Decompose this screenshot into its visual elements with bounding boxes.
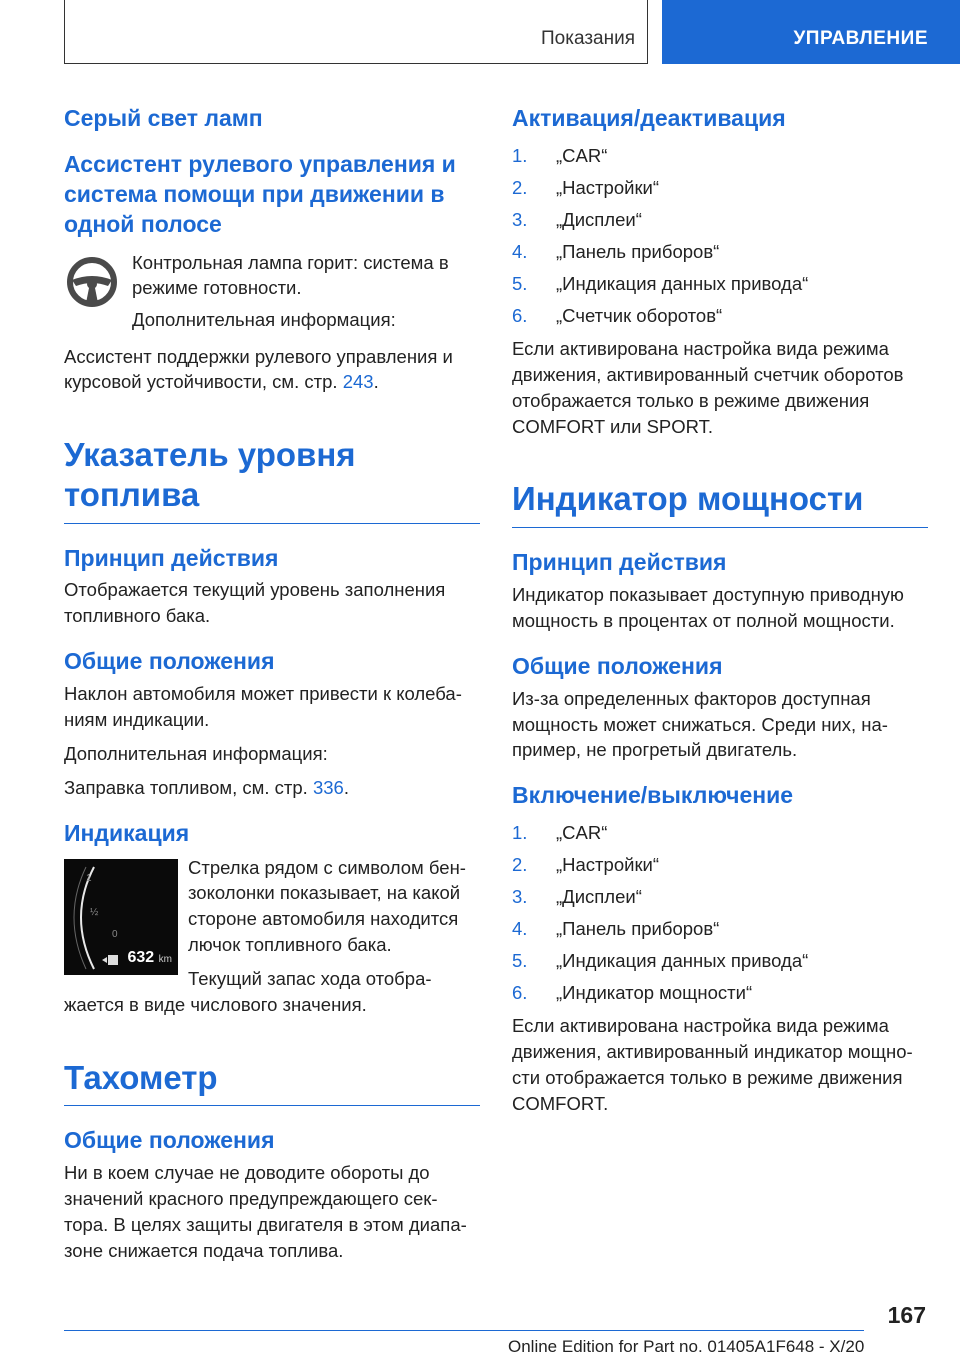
fuel-side-arrow-icon [102, 957, 107, 963]
onoff-note: Если активирована настройка вида режима движения, активированный индикатор мощно-сти отображается только в режиме движения COMFORT. [512, 1015, 913, 1114]
grey-lamps-title: Серый свет ламп [64, 105, 263, 131]
header-section-label: Показания [541, 28, 635, 49]
header-chapter-tab[interactable] [662, 0, 960, 64]
fuel-pump-icon [108, 955, 118, 965]
power-principle-text: Индикатор показывает доступную приводную мощность в процентах от полной мощности. [512, 583, 904, 631]
steering-assist-block [64, 250, 480, 340]
fuel-refuel-reference: Заправка топливом, см. стр. 336. [64, 776, 349, 798]
page-number: 167 [887, 1302, 926, 1328]
list-item: 1. „CAR“ [512, 822, 608, 844]
fuel-general-title: Общие положения [64, 648, 275, 675]
list-item: 6. „Счетчик оборотов“ [512, 304, 723, 326]
list-item: 4. „Панель приборов“ [512, 918, 720, 940]
fuel-general-text: Наклон автомобиля может привести к колеба-ниям индикации. [64, 683, 462, 730]
fuel-display-title: Индикация [64, 819, 190, 846]
cluster-range-readout: 632 km [127, 948, 172, 966]
tachometer-general-text: Ни в коем случае не доводите обороты до значений красного предупреждающего сек-тора. В целях защиты двигателя в этом диапа-зоне снижается подача топлива. [64, 1162, 467, 1262]
fuel-display-text: Стрелка рядом с символом бен-зоколонки показывает, на какой стороне автомобиля находится лючок топливного бака. [188, 856, 466, 956]
activation-steps [512, 140, 928, 332]
cluster-tick-0: 0 [112, 928, 118, 940]
list-item: 2. „Настройки“ [512, 854, 660, 876]
left-column [64, 100, 480, 1264]
onoff-steps [512, 817, 928, 1009]
steering-assist-reference-text: Ассистент поддержки рулевого управления и курсовой устойчивости, см. стр. 243. [64, 345, 453, 393]
steering-assist-text: Контрольная лампа горит: система в режиме готовности. [132, 251, 449, 299]
tachometer-title: Тахометр [64, 1058, 480, 1107]
header-section-box [64, 0, 648, 64]
footer-divider [64, 1330, 864, 1331]
fuel-principle-title: Принцип действия [64, 544, 279, 571]
fuel-cluster-image [64, 859, 178, 975]
steering-assist-more-label: Дополнительная информация: [132, 309, 396, 331]
steering-wheel-icon [64, 254, 120, 310]
fuel-gauge-title: Указатель уровня топлива [64, 435, 480, 523]
cluster-tick-1: 1 [86, 872, 92, 884]
list-item: 5. „Индикация данных привода“ [512, 950, 809, 972]
activation-title: Активация/деактивация [512, 105, 786, 131]
cluster-tick-half: ½ [90, 906, 99, 918]
footer-edition-text: Online Edition for Part no. 01405A1F648 - X/20 [508, 1337, 865, 1356]
list-item: 3. „Дисплеи“ [512, 886, 642, 908]
list-item: 5. „Индикация данных привода“ [512, 272, 809, 294]
list-item: 3. „Дисплеи“ [512, 208, 642, 230]
activation-note: Если активирована настройка вида режима движения, активированный счетчик оборотов отображается только в режиме движения COMFORT или SPORT. [512, 337, 904, 437]
list-item: 2. „Настройки“ [512, 176, 660, 198]
list-item: 1. „CAR“ [512, 144, 608, 166]
tachometer-general-title: Общие положения [64, 1127, 275, 1154]
power-indicator-title: Индикатор мощности [512, 479, 928, 528]
fuel-range-text: Текущий запас хода отобра-жается в виде числового значения. [64, 968, 432, 1015]
fuel-display-block [64, 855, 480, 1018]
power-principle-title: Принцип действия [512, 549, 727, 576]
header-chapter-label: УПРАВЛЕНИЕ [793, 28, 928, 49]
fuel-principle-text: Отображается текущий уровень заполнения топливного бака. [64, 579, 446, 627]
page-link-336[interactable]: 336 [312, 776, 344, 798]
list-item: 6. „Индикатор мощности“ [512, 982, 753, 1004]
power-general-title: Общие положения [512, 652, 723, 679]
fuel-more-label: Дополнительная информация: [64, 742, 328, 764]
page-link-243[interactable]: 243 [342, 371, 374, 393]
power-general-text: Из-за определенных факторов доступная мощность может снижаться. Среди них, на-пример, не прогретый двигатель. [512, 687, 888, 761]
steering-assist-title: Ассистент рулевого управления и система помощи при движении в одной полосе [64, 150, 456, 237]
onoff-title: Включение/выключение [512, 782, 794, 809]
right-column [512, 100, 928, 1117]
list-item: 4. „Панель приборов“ [512, 240, 720, 262]
